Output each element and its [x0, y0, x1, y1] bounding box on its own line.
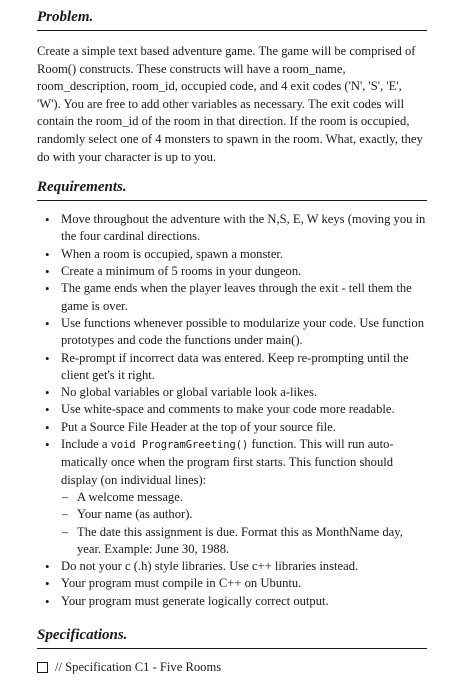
greeting-sub-item: – A welcome message.: [61, 489, 427, 506]
problem-paragraph: Create a simple text based adventure game. The game will be comprised of Room() constructs. These constructs will have a room_name, room_description, room_id, occupied code, and 4 exit codes ('N', 'S', 'E', 'W'). You are free to add other variables as necessary. The exit codes will contain the room_id of the room in that direction. If the room is occupied, randomly select one of 4 monsters to spawn in the room. What, exactly, they do with your character is up to you.: [37, 44, 423, 164]
requirement-item-greeting: [37, 436, 427, 558]
requirement-item: • Do not your c (.h) style libraries. Use c++ libraries instead.: [37, 558, 427, 575]
specification-label: // Specification C1 - Five Rooms: [55, 659, 222, 674]
requirement-item: • Your program must generate logically correct output.: [37, 593, 427, 610]
requirement-item: • Move throughout the adventure with the N,S, E, W keys (moving you in the four cardinal directions.: [37, 211, 427, 246]
specifications-heading: Specifications.: [37, 620, 427, 649]
greeting-sub-item: – The date this assignment is due. Format this as MonthName day, year. Example: June 30, 1988.: [61, 524, 427, 559]
requirements-heading: Requirements.: [37, 172, 427, 201]
requirement-item: • Re-prompt if incorrect data was entered. Keep re-prompting until the client get's it right.: [37, 350, 427, 385]
greeting-sub-list: [61, 489, 427, 558]
greeting-suffix: function. This will run automatically once when the program first starts. This function should display (on individual lines):: [61, 437, 394, 487]
requirement-item: • When a room is occupied, spawn a monster.: [37, 246, 427, 263]
requirement-item: • Your program must compile in C++ on Ubuntu.: [37, 575, 427, 592]
requirements-list: [37, 211, 427, 610]
greeting-sub-item: – Your name (as author).: [61, 506, 427, 523]
requirement-item: • The game ends when the player leaves through the exit - tell them the game is over.: [37, 280, 427, 315]
greeting-prefix: Include a: [61, 437, 111, 452]
greeting-code: void ProgramGreeting(): [110, 439, 249, 452]
problem-heading: Problem.: [37, 0, 427, 31]
requirement-item: • Put a Source File Header at the top of your source file.: [37, 419, 427, 436]
requirement-item: • Use functions whenever possible to modularize your code. Use function prototypes and code the functions under main().: [37, 315, 427, 350]
requirement-item: • No global variables or global variable look a-likes.: [37, 384, 427, 401]
requirement-item: • Create a minimum of 5 rooms in your dungeon.: [37, 263, 427, 280]
specification-checkbox[interactable]: [37, 662, 48, 673]
specification-item: [37, 659, 427, 676]
requirement-item: • Use white-space and comments to make your code more readable.: [37, 401, 427, 418]
